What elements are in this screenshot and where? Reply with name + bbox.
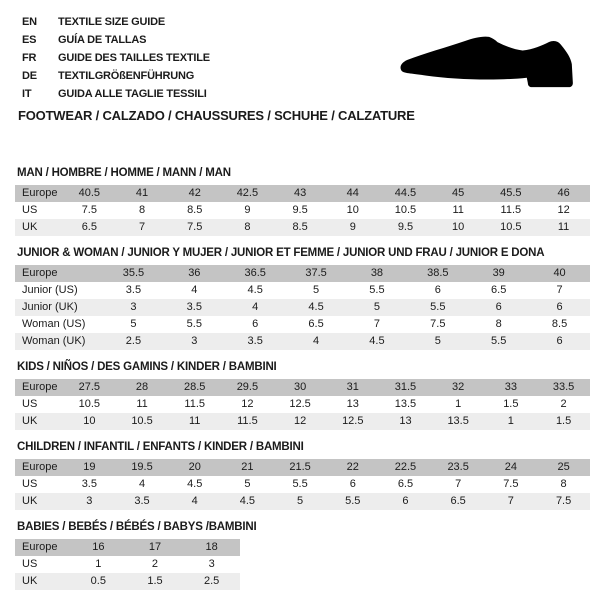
size-cell: 31 bbox=[346, 381, 359, 393]
language-row bbox=[22, 67, 210, 85]
size-table-children bbox=[15, 459, 590, 510]
language-label: TEXTILE SIZE GUIDE bbox=[58, 16, 166, 28]
size-cell: 7.5 bbox=[503, 478, 519, 490]
size-cell: 7 bbox=[455, 478, 462, 490]
size-cell: 2 bbox=[151, 558, 159, 570]
size-cell: 36 bbox=[188, 267, 201, 279]
table-row bbox=[15, 282, 590, 299]
section-title: JUNIOR & WOMAN / JUNIOR Y MUJER / JUNIOR ET FEMME / JUNIOR UND FRAU / JUNIOR E DONA bbox=[17, 247, 545, 259]
size-cell: 6.5 bbox=[491, 284, 507, 296]
size-cell: 3 bbox=[208, 558, 215, 570]
size-cell: 4 bbox=[138, 478, 146, 490]
language-label: GUÍA DE TALLAS bbox=[58, 34, 147, 46]
size-cell: 9 bbox=[244, 204, 251, 216]
size-cell: 6 bbox=[434, 284, 441, 296]
size-cell: 6 bbox=[349, 478, 356, 490]
size-cell: 3.5 bbox=[247, 335, 263, 347]
size-cell: 10 bbox=[346, 204, 359, 216]
size-cell: 22.5 bbox=[394, 461, 417, 473]
table-row bbox=[15, 413, 590, 430]
table-row bbox=[15, 316, 590, 333]
size-cell: 4 bbox=[252, 301, 259, 313]
language-label: GUIDE DES TAILLES TEXTILE bbox=[58, 52, 210, 64]
size-cell: 5 bbox=[313, 284, 320, 296]
size-cell: 12 bbox=[241, 398, 254, 410]
language-row bbox=[22, 13, 210, 31]
size-cell: 39 bbox=[492, 267, 505, 279]
section-junior-woman bbox=[15, 247, 590, 350]
table-row bbox=[15, 476, 590, 493]
size-cell: 3.5 bbox=[186, 301, 202, 313]
table-row bbox=[15, 299, 590, 316]
size-cell: 6.5 bbox=[450, 495, 466, 507]
size-cell: 41 bbox=[135, 187, 149, 199]
size-cell: 21.5 bbox=[289, 461, 311, 473]
table-row bbox=[15, 539, 240, 556]
size-cell: 8.5 bbox=[551, 318, 568, 330]
size-cell: 7.5 bbox=[81, 204, 97, 216]
size-cell: 44.5 bbox=[394, 187, 417, 199]
size-cell: 1.5 bbox=[555, 415, 572, 427]
size-cell: 33.5 bbox=[552, 381, 575, 393]
size-cell: 4 bbox=[191, 495, 198, 507]
size-cell: 4.5 bbox=[187, 478, 203, 490]
language-list bbox=[22, 13, 210, 103]
size-cell: 5 bbox=[373, 301, 380, 313]
section-children bbox=[15, 441, 590, 510]
size-cell: 12 bbox=[293, 415, 307, 427]
language-code: IT bbox=[22, 88, 32, 100]
size-cell: 1 bbox=[507, 415, 514, 427]
row-label: Europe bbox=[22, 541, 58, 553]
table-row bbox=[15, 556, 240, 573]
section-man bbox=[15, 167, 590, 236]
size-cell: 11 bbox=[557, 221, 570, 233]
table-row bbox=[15, 219, 590, 236]
size-cell: 3 bbox=[86, 495, 93, 507]
size-cell: 9 bbox=[349, 221, 356, 233]
size-cell: 11 bbox=[452, 204, 464, 216]
size-cell: 18 bbox=[205, 541, 218, 553]
size-cell: 3.5 bbox=[125, 284, 142, 296]
size-cell: 5 bbox=[434, 335, 441, 347]
size-cell: 7.5 bbox=[187, 221, 203, 233]
language-code: DE bbox=[22, 70, 37, 82]
size-cell: 3 bbox=[130, 301, 137, 313]
size-cell: 8 bbox=[560, 478, 567, 490]
size-cell: 4.5 bbox=[369, 335, 385, 347]
size-cell: 5.5 bbox=[369, 284, 385, 296]
size-cell: 19 bbox=[83, 461, 96, 473]
shoe-icon bbox=[398, 31, 576, 93]
category-heading: FOOTWEAR / CALZADO / CHAUSSURES / SCHUHE / CALZATURE bbox=[18, 108, 415, 123]
size-table-junior-woman bbox=[15, 265, 590, 350]
size-cell: 40 bbox=[553, 267, 566, 279]
size-cell: 6 bbox=[402, 495, 409, 507]
size-cell: 8.5 bbox=[292, 221, 308, 233]
table-row bbox=[15, 396, 590, 413]
language-row bbox=[22, 31, 210, 49]
size-tables bbox=[15, 167, 590, 590]
language-label: GUIDA ALLE TAGLIE TESSILI bbox=[58, 88, 207, 100]
size-cell: 6 bbox=[252, 318, 259, 330]
size-cell: 13 bbox=[399, 415, 412, 427]
size-cell: 10.5 bbox=[394, 204, 417, 216]
row-label: Woman (UK) bbox=[22, 335, 86, 347]
size-cell: 17 bbox=[148, 541, 162, 553]
size-cell: 1 bbox=[95, 558, 102, 570]
size-cell: 9.5 bbox=[292, 204, 308, 216]
row-label: Europe bbox=[22, 187, 58, 199]
size-cell: 10 bbox=[452, 221, 465, 233]
section-title: KIDS / NIÑOS / DES GAMINS / KINDER / BAMBINI bbox=[17, 361, 277, 373]
size-cell: 28.5 bbox=[184, 381, 206, 393]
size-cell: 5.5 bbox=[430, 301, 446, 313]
size-cell: 8 bbox=[138, 204, 146, 216]
table-row bbox=[15, 379, 590, 396]
size-cell: 42.5 bbox=[236, 187, 259, 199]
row-label: US bbox=[22, 478, 38, 490]
size-cell: 13 bbox=[346, 398, 359, 410]
language-row bbox=[22, 49, 210, 67]
size-cell: 5 bbox=[130, 318, 137, 330]
size-cell: 43 bbox=[293, 187, 307, 199]
size-table-man bbox=[15, 185, 590, 236]
section-kids bbox=[15, 361, 590, 430]
size-cell: 8 bbox=[244, 221, 251, 233]
section-title: MAN / HOMBRE / HOMME / MANN / MAN bbox=[17, 167, 231, 179]
size-cell: 3.5 bbox=[134, 495, 150, 507]
size-cell: 13.5 bbox=[394, 398, 417, 410]
size-cell: 5.5 bbox=[292, 478, 308, 490]
size-cell: 11 bbox=[189, 415, 201, 427]
size-cell: 38.5 bbox=[427, 267, 449, 279]
size-cell: 2.5 bbox=[204, 575, 220, 587]
size-cell: 5.5 bbox=[345, 495, 361, 507]
size-cell: 1.5 bbox=[147, 575, 163, 587]
table-row bbox=[15, 459, 590, 476]
row-label: Junior (UK) bbox=[22, 301, 78, 313]
size-cell: 2 bbox=[560, 398, 567, 410]
size-cell: 6 bbox=[556, 335, 563, 347]
size-cell: 7 bbox=[556, 284, 563, 296]
size-cell: 5 bbox=[297, 495, 304, 507]
row-label: US bbox=[22, 204, 38, 216]
table-row bbox=[15, 265, 590, 282]
row-label: Woman (US) bbox=[22, 318, 86, 330]
size-cell: 28 bbox=[135, 381, 149, 393]
size-cell: 45 bbox=[452, 187, 465, 199]
size-cell: 30 bbox=[293, 381, 307, 393]
section-title: CHILDREN / INFANTIL / ENFANTS / KINDER / BAMBINI bbox=[17, 441, 304, 453]
row-label: UK bbox=[22, 495, 38, 507]
size-cell: 6 bbox=[495, 301, 502, 313]
size-cell: 12.5 bbox=[289, 398, 311, 410]
size-cell: 25 bbox=[557, 461, 570, 473]
size-cell: 46 bbox=[557, 187, 570, 199]
size-cell: 24 bbox=[504, 461, 517, 473]
size-cell: 31.5 bbox=[394, 381, 417, 393]
size-cell: 12.5 bbox=[342, 415, 364, 427]
row-label: Europe bbox=[22, 381, 58, 393]
language-code: FR bbox=[22, 52, 37, 64]
size-cell: 37.5 bbox=[305, 267, 327, 279]
size-cell: 7 bbox=[373, 318, 380, 330]
size-cell: 36.5 bbox=[244, 267, 266, 279]
size-cell: 35.5 bbox=[122, 267, 145, 279]
table-row bbox=[15, 493, 590, 510]
size-cell: 4.5 bbox=[239, 495, 256, 507]
language-row bbox=[22, 85, 210, 103]
size-cell: 5 bbox=[244, 478, 251, 490]
row-label: Europe bbox=[22, 267, 58, 279]
size-cell: 11.5 bbox=[500, 204, 522, 216]
size-cell: 7 bbox=[507, 495, 514, 507]
size-cell: 7 bbox=[138, 221, 146, 233]
size-cell: 21 bbox=[241, 461, 254, 473]
size-cell: 38 bbox=[370, 267, 384, 279]
size-cell: 4 bbox=[191, 284, 198, 296]
size-cell: 5.5 bbox=[186, 318, 202, 330]
size-cell: 11.5 bbox=[184, 398, 206, 410]
row-label: UK bbox=[22, 221, 38, 233]
size-cell: 3.5 bbox=[81, 478, 97, 490]
size-cell: 1.5 bbox=[503, 398, 519, 410]
size-table-babies bbox=[15, 539, 240, 590]
size-cell: 4.5 bbox=[308, 301, 324, 313]
size-cell: 4 bbox=[313, 335, 320, 347]
size-cell: 3 bbox=[191, 335, 198, 347]
size-cell: 29.5 bbox=[236, 381, 259, 393]
size-cell: 11.5 bbox=[237, 415, 258, 427]
size-table-kids bbox=[15, 379, 590, 430]
section-title: BABIES / BEBÉS / BÉBÉS / BABYS /BAMBINI bbox=[17, 521, 257, 533]
size-cell: 6.5 bbox=[81, 221, 97, 233]
table-row bbox=[15, 573, 240, 590]
size-cell: 10.5 bbox=[78, 398, 101, 410]
size-cell: 42 bbox=[188, 187, 201, 199]
size-cell: 1 bbox=[455, 398, 462, 410]
size-cell: 16 bbox=[92, 541, 105, 553]
size-cell: 23.5 bbox=[447, 461, 469, 473]
size-cell: 9.5 bbox=[397, 221, 414, 233]
row-label: Europe bbox=[22, 461, 58, 473]
language-label: TEXTILGRÖßENFÜHRUNG bbox=[58, 70, 195, 82]
language-code: ES bbox=[22, 34, 37, 46]
size-cell: 7.5 bbox=[430, 318, 446, 330]
size-cell: 44 bbox=[346, 187, 359, 199]
row-label: UK bbox=[22, 575, 38, 587]
size-cell: 11 bbox=[136, 398, 148, 410]
size-cell: 8 bbox=[495, 318, 502, 330]
size-cell: 20 bbox=[188, 461, 201, 473]
size-cell: 13.5 bbox=[447, 415, 469, 427]
size-cell: 2.5 bbox=[125, 335, 142, 347]
size-cell: 22 bbox=[346, 461, 359, 473]
size-cell: 10.5 bbox=[131, 415, 153, 427]
size-cell: 33 bbox=[504, 381, 517, 393]
language-code: EN bbox=[22, 16, 37, 28]
size-cell: 0.5 bbox=[90, 575, 106, 587]
size-cell: 6.5 bbox=[308, 318, 324, 330]
size-cell: 10 bbox=[83, 415, 96, 427]
size-cell: 7.5 bbox=[555, 495, 572, 507]
row-label: US bbox=[22, 558, 38, 570]
size-cell: 4.5 bbox=[247, 284, 263, 296]
size-cell: 32 bbox=[452, 381, 465, 393]
section-babies bbox=[15, 521, 590, 590]
size-cell: 5.5 bbox=[491, 335, 507, 347]
size-cell: 27.5 bbox=[78, 381, 101, 393]
size-cell: 6 bbox=[556, 301, 563, 313]
row-label: UK bbox=[22, 415, 38, 427]
size-cell: 12 bbox=[557, 204, 570, 216]
size-cell: 6.5 bbox=[397, 478, 414, 490]
table-row bbox=[15, 185, 590, 202]
size-cell: 10.5 bbox=[500, 221, 522, 233]
size-cell: 40.5 bbox=[78, 187, 101, 199]
table-row bbox=[15, 333, 590, 350]
table-row bbox=[15, 202, 590, 219]
row-label: US bbox=[22, 398, 38, 410]
size-cell: 19.5 bbox=[131, 461, 153, 473]
size-cell: 45.5 bbox=[500, 187, 522, 199]
size-cell: 8.5 bbox=[187, 204, 203, 216]
row-label: Junior (US) bbox=[22, 284, 78, 296]
